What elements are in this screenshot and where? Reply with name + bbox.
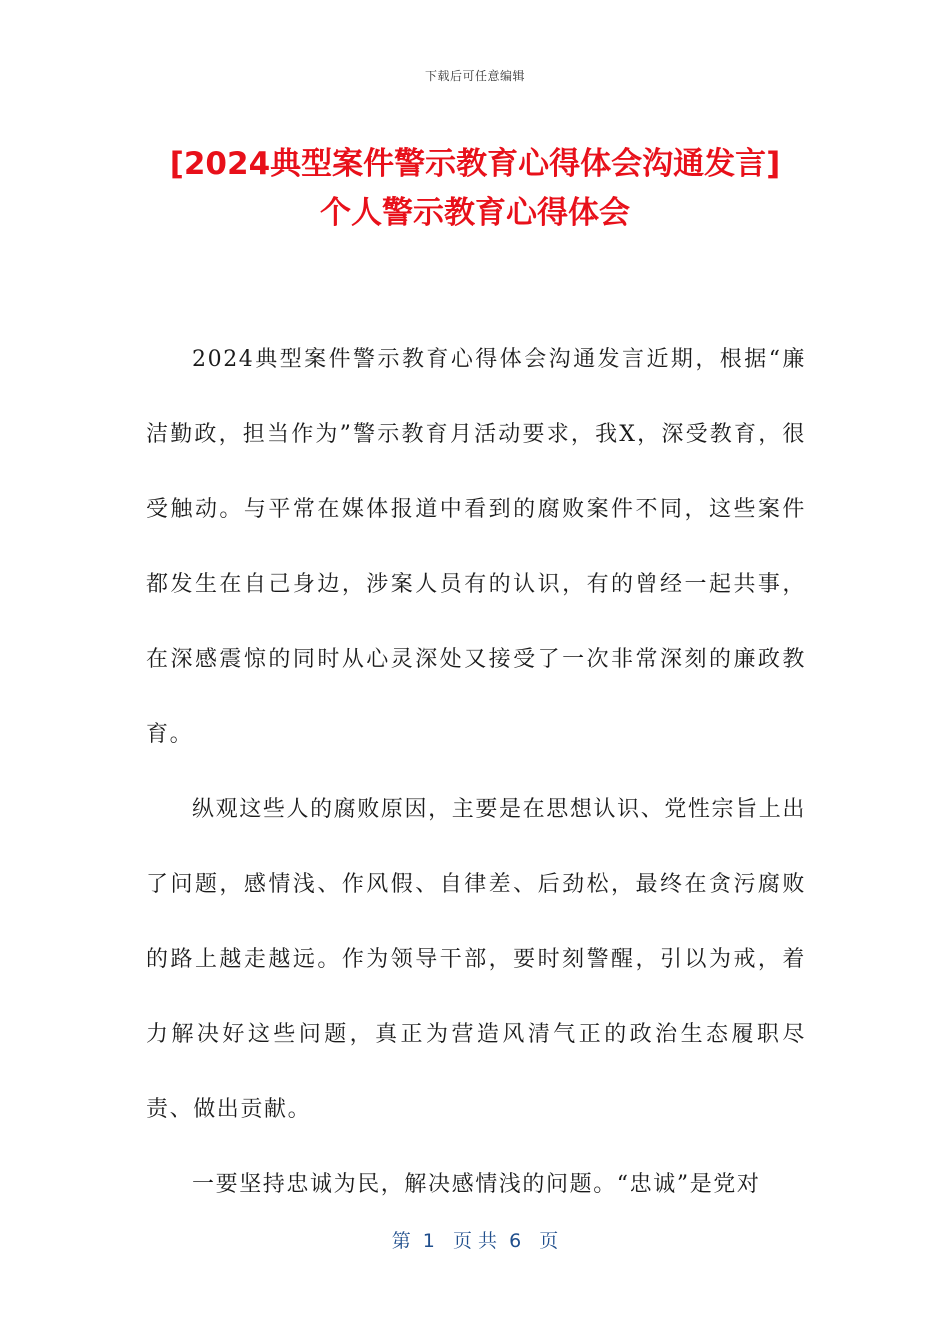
header-note: 下载后可任意编辑	[424, 69, 525, 83]
title-line-2: 个人警示教育心得体会	[320, 195, 630, 231]
document-title	[60, 140, 890, 238]
paragraph: 纵观这些人的腐败原因，主要是在思想认识、党性宗旨上出了问题，感情浅、作风假、自律差、后劲松，最终在贪污腐败的路上越走越远。作为领导干部，要时刻警醒，引以为戒，着力解决好这些问题，真正为营造风清气正的政治生态履职尽责、做出贡献。	[146, 797, 806, 1122]
title-line-1: [2024典型案件警示教育心得体会沟通发言]	[169, 146, 781, 182]
paragraph: 一要坚持忠诚为民，解决感情浅的问题。“忠诚”是党对	[192, 1172, 761, 1197]
page-number-footer: 第 1 页 共 6 页	[391, 1230, 559, 1252]
paragraph: 2024典型案件警示教育心得体会沟通发言近期，根据“廉洁勤政，担当作为”警示教育月活动要求，我X，深受教育，很受触动。与平常在媒体报道中看到的腐败案件不同，这些案件都发生在自己身边，涉案人员有的认识，有的曾经一起共事，在深感震惊的同时从心灵深处又接受了一次非常深刻的廉政教育。	[146, 347, 806, 747]
document-body	[146, 322, 806, 1222]
